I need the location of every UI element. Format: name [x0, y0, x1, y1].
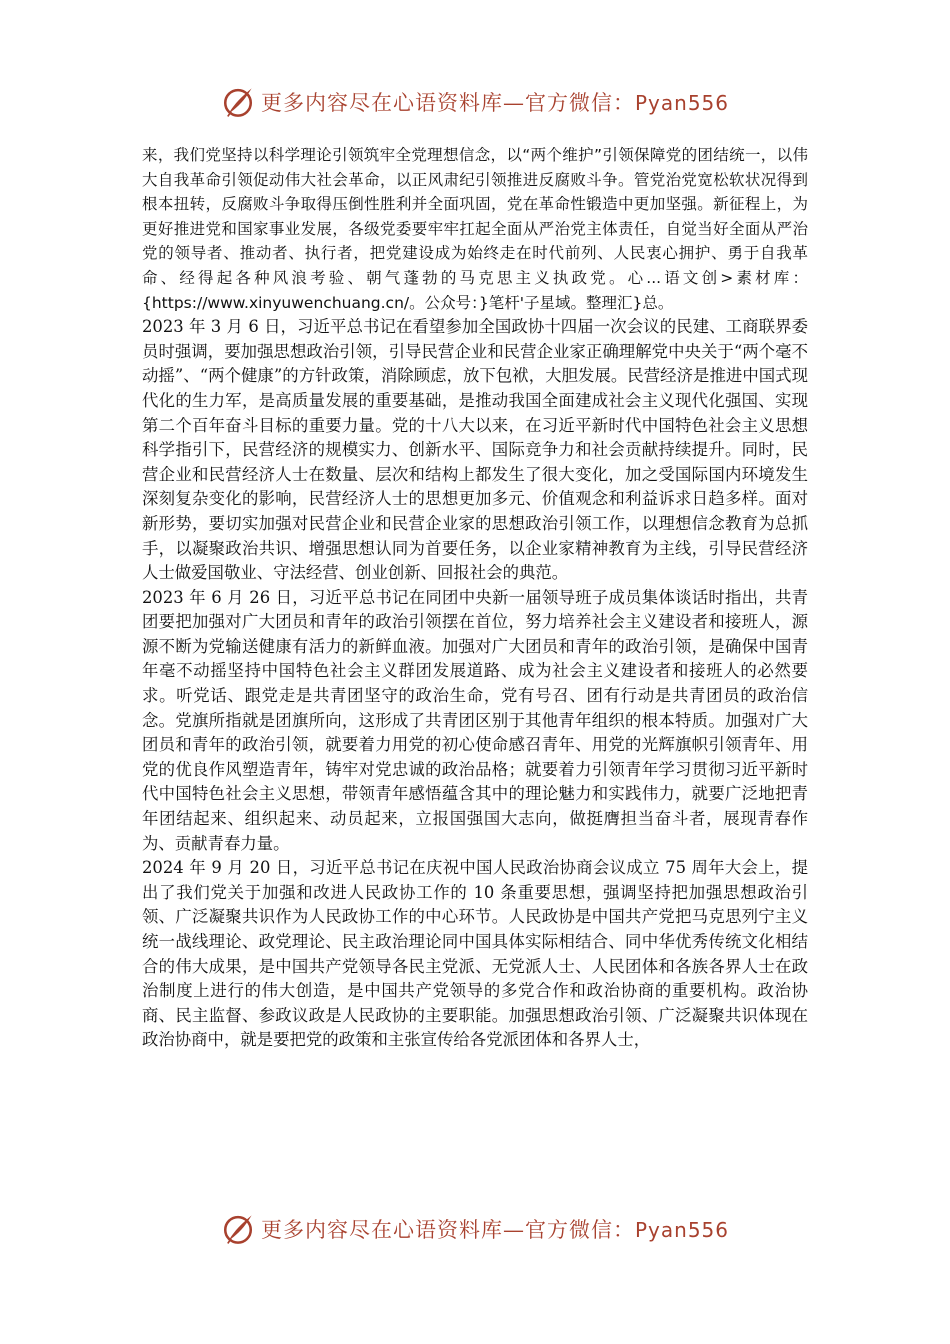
footer-banner [0, 1207, 950, 1251]
header-wechat-id: Pyan556 [634, 91, 729, 115]
paragraph-private-economy: 2023 年 3 月 6 日，习近平总书记在看望参加全国政协十四届一次会议的民建、工商联界委员时强调，要加强思想政治引领，引导民营企业和民营企业家正确理解党中央关于“两个毫不动摇”、“两个健康”的方针政策，消除顾虑，放下包袱，大胆发展。民营经济是推进中国式现代化的生力军，是高质量发展的重要基础，是推动我国全面建成社会主义现代化强国、实现第二个百年奋斗目标的重要力量。党的十八大以来，在习近平新时代中国特色社会主义思想科学指引下，民营经济的规模实力、创新水平、国际竞争力和社会贡献持续提升。同时，民营企业和民营经济人士在数量、层次和结构上都发生了很大变化，加之受国际国内环境发生深刻复杂变化的影响，民营经济人士的思想更加多元、价值观念和利益诉求日趋多样。面对新形势，要切实加强对民营企业和民营企业家的思想政治引领工作，以理想信念教育为总抓手，以凝聚政治共识、增强思想认同为首要任务，以企业家精神教育为主线，引导民营经济人士做爱国敬业、守法经营、创业创新、回报社会的典范。 [142, 317, 808, 583]
footer-banner-text: 更多内容尽在心语资料库—官方微信：Pyan556 [260, 1218, 729, 1242]
header-banner-text: 更多内容尽在心语资料库—官方微信：Pyan556 [260, 91, 729, 115]
document-body [142, 143, 808, 1053]
paragraph-cppcc: 2024 年 9 月 20 日，习近平总书记在庆祝中国人民政治协商会议成立 75 周年大会上，提出了我们党关于加强和改进人民政协工作的 10 条重要思想，强调坚持把加强思想政治引领、广泛凝聚共识作为人民政协工作的中心环节。人民政协是中国共产党把马克思列宁主义统一战线理论、政党理论、民主政治理论同中国具体实际相结合、同中华优秀传统文化相结合的伟大成果，是中国共产党领导各民主党派、无党派人士、人民团体和各族各界人士在政治制度上进行的伟大创造，是中国共产党领导的多党合作和政治协商的重要机构。政治协商、民主监督、参政议政是人民政协的主要职能。加强思想政治引领、广泛凝聚共识体现在政治协商中，就是要把党的政策和主张宣传给各党派团体和各界人士， [142, 858, 808, 1050]
quill-seal-logo-icon [221, 1212, 255, 1246]
header-banner [0, 80, 950, 124]
footer-wechat-id: Pyan556 [634, 1218, 729, 1242]
paragraph-youth-league: 2023 年 6 月 26 日，习近平总书记在同团中央新一届领导班子成员集体谈话时指出，共青团要把加强对广大团员和青年的政治引领摆在首位，努力培养社会主义建设者和接班人，源源不断为党输送健康有活力的新鲜血液。加强对广大团员和青年的政治引领，是确保中国青年毫不动摇坚持中国特色社会主义群团发展道路、成为社会主义建设者和接班人的必然要求。听党话、跟党走是共青团坚守的政治生命，党有号召、团有行动是共青团员的政治信念。党旗所指就是团旗所向，这形成了共青团区别于其他青年组织的根本特质。加强对广大团员和青年的政治引领，就要着力用党的初心使命感召青年、用党的光辉旗帜引领青年、用党的优良作风塑造青年，铸牢对党忠诚的政治品格；就要着力引领青年学习贯彻习近平新时代中国特色社会主义思想，带领青年感悟蕴含其中的理论魅力和实践伟力，就要广泛地把青年团结起来、组织起来、动员起来，立报国强国大志向，做挺膺担当奋斗者，展现青春作为、贡献青春力量。 [142, 587, 808, 853]
quill-seal-logo-icon [221, 85, 255, 119]
paragraph-continuation: 来，我们党坚持以科学理论引领筑牢全党理想信念，以“两个维护”引领保障党的团结统一，以伟大自我革命引领促动伟大社会革命，以正风肃纪引领推进反腐败斗争。管党治党宽松软状况得到根本扭转，反腐败斗争取得压倒性胜利并全面巩固，党在革命性锻造中更加坚强。新征程上，为更好推进党和国家事业发展，各级党委要牢牢扛起全面从严治党主体责任，自觉当好全面从严治党的领导者、推动者、执行者，把党建设成为始终走在时代前列、人民衷心拥护、勇于自我革命、经得起各种风浪考验、朝气蓬勃的马克思主义执政党。心...语文创>素材库：{https://www.xinyuwenchuang.cn/。公众号：}笔杆'子星域。整理汇}总。 [142, 146, 808, 312]
